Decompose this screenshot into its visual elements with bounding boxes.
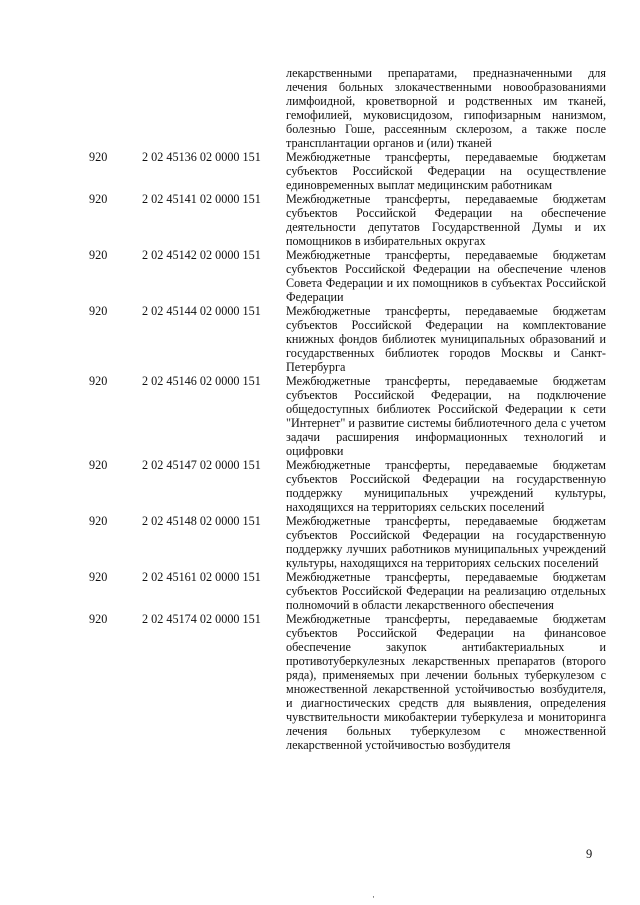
income-description: Межбюджетные трансферты, передаваемые бюджетам субъектов Российской Федерации, на подключение общедоступных библиотек Российской Федерации к сети "Интернет" и развитие системы библиотечного дела с учетом задачи расширения информационных технологий и оцифровки: [286, 374, 606, 458]
budget-code: 2 02 45174 02 0000 151: [142, 612, 261, 626]
table-row: [0, 150, 640, 192]
table-row: [0, 192, 640, 248]
admin-code: 920: [89, 458, 108, 472]
budget-code: 2 02 45136 02 0000 151: [142, 150, 261, 164]
income-description: Межбюджетные трансферты, передаваемые бюджетам субъектов Российской Федерации на государственную поддержку лучших работников муниципальных учреждений культуры, находящихся на территориях сельских поселений: [286, 514, 606, 570]
admin-code: 920: [89, 612, 108, 626]
income-description: Межбюджетные трансферты, передаваемые бюджетам субъектов Российской Федерации на государственную поддержку муниципальных учреждений культуры, находящихся на территориях сельских поселений: [286, 458, 606, 514]
code-table: [0, 150, 640, 752]
admin-code: 920: [89, 192, 108, 206]
budget-code: 2 02 45141 02 0000 151: [142, 192, 261, 206]
footer-mark: ·: [372, 892, 375, 902]
admin-code: 920: [89, 150, 108, 164]
income-description: Межбюджетные трансферты, передаваемые бюджетам субъектов Российской Федерации на реализацию отдельных полномочий в области лекарственного обеспечения: [286, 570, 606, 612]
admin-code: 920: [89, 304, 108, 318]
admin-code: 920: [89, 514, 108, 528]
budget-code: 2 02 45142 02 0000 151: [142, 248, 261, 262]
table-row: [0, 304, 640, 374]
page-number: 9: [586, 847, 593, 861]
budget-code: 2 02 45161 02 0000 151: [142, 570, 261, 584]
income-description: Межбюджетные трансферты, передаваемые бюджетам субъектов Российской Федерации на комплектование книжных фондов библиотек муниципальных образований и государственных библиотек городов Москвы и Санкт-Петербурга: [286, 304, 606, 374]
income-description: Межбюджетные трансферты, передаваемые бюджетам субъектов Российской Федерации на обеспечение членов Совета Федерации и их помощников в субъектах Российской Федерации: [286, 248, 606, 304]
budget-code: 2 02 45147 02 0000 151: [142, 458, 261, 472]
income-description: Межбюджетные трансферты, передаваемые бюджетам субъектов Российской Федерации на финансовое обеспечение закупок антибактериальных и противотуберкулезных лекарственных препаратов (второго ряда), применяемых при лечении больных туберкулезом с множественной лекарственной устойчивостью возбудителя, и диагностических средств для выявления, определения чувствительности микобактерии туберкулеза и мониторинга лечения больных туберкулезом с множественной лекарственной устойчивостью возбудителя: [286, 612, 606, 752]
admin-code: 920: [89, 248, 108, 262]
table-row: [0, 514, 640, 570]
budget-code: 2 02 45146 02 0000 151: [142, 374, 261, 388]
admin-code: 920: [89, 374, 108, 388]
admin-code: 920: [89, 570, 108, 584]
table-row: [0, 248, 640, 304]
table-row: [0, 374, 640, 458]
table-row: [0, 570, 640, 612]
budget-code: 2 02 45148 02 0000 151: [142, 514, 261, 528]
table-row: [0, 612, 640, 752]
income-description: Межбюджетные трансферты, передаваемые бюджетам субъектов Российской Федерации на осуществление единовременных выплат медицинским работникам: [286, 150, 606, 192]
income-description: Межбюджетные трансферты, передаваемые бюджетам субъектов Российской Федерации на обеспечение деятельности депутатов Государственной Думы и их помощников в избирательных округах: [286, 192, 606, 248]
continued-description: лекарственными препаратами, предназначенными для лечения больных злокачественными новообразованиями лимфоидной, кроветворной и родственных им тканей, гемофилией, муковисцидозом, гипофизарным нанизмом, болезнью Гоше, рассеянным склерозом, а также после трансплантации органов и (или) тканей: [286, 66, 606, 150]
budget-code: 2 02 45144 02 0000 151: [142, 304, 261, 318]
table-row: [0, 458, 640, 514]
